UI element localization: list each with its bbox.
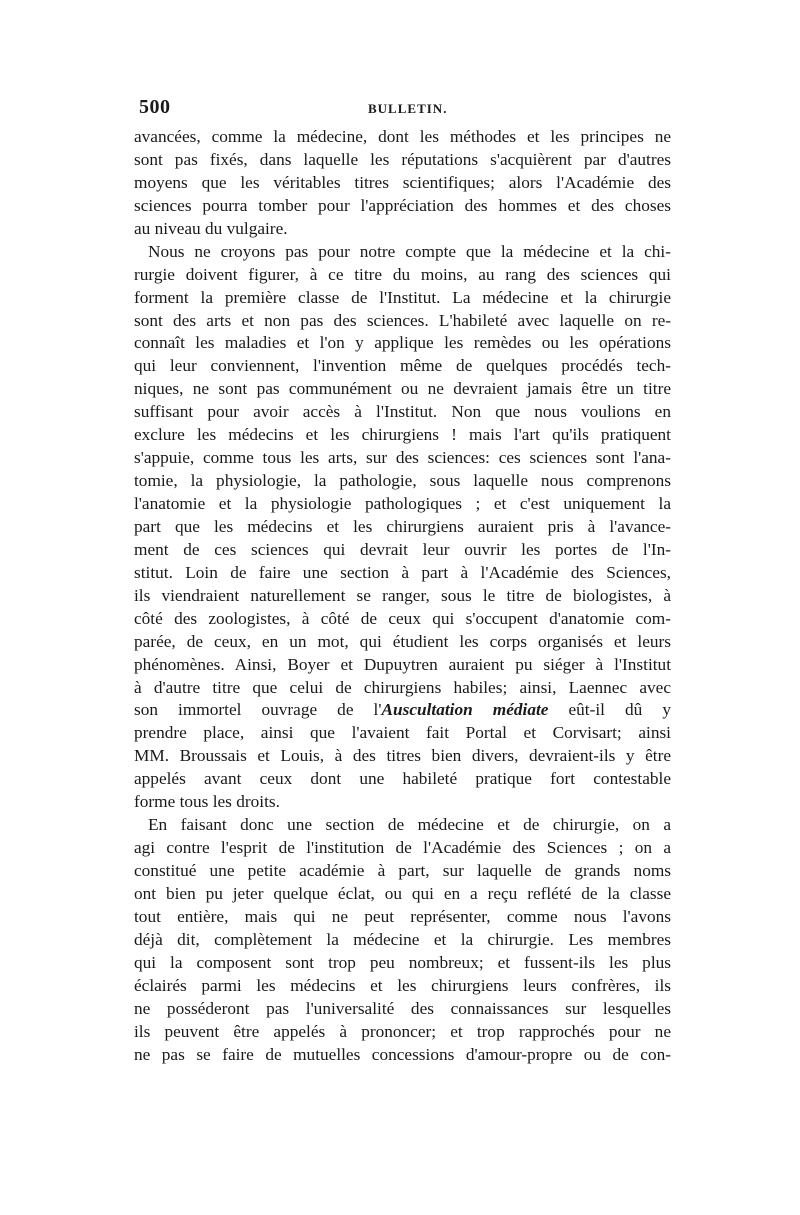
text-line: au niveau du vulgaire. (134, 218, 288, 238)
line-segment: son immortel ouvrage de l' (134, 700, 382, 720)
text-line: l'anatomie et la physiologie pathologiques ; et c'est uniquement la (134, 494, 671, 513)
body-text (134, 126, 671, 1066)
text-line: Nous ne croyons pas pour notre compte que la médecine et la chi- (148, 241, 671, 261)
text-line: appelés avant ceux dont une habileté pratique fort contestable (134, 769, 671, 789)
text-line: prendre place, ainsi que l'avaient fait Portal et Corvisart; ainsi (134, 723, 671, 743)
text-line: déjà dit, complètement la médecine et la chirurgie. Les membres (134, 929, 671, 949)
book-title-italic: Auscultation médiate (381, 700, 549, 720)
text-line: exclure les médecins et les chirurgiens ! mais l'art qu'ils pratiquent (134, 425, 671, 445)
text-line: sciences pourra tomber pour l'appréciation des hommes et des choses (134, 195, 671, 215)
text-line: côté des zoologistes, à côté de ceux qui s'occupent d'anatomie com- (134, 608, 671, 628)
page-header (139, 96, 670, 118)
text-line: forme tous les droits. (134, 792, 280, 812)
text-line (134, 699, 671, 722)
text-line: s'appuie, comme tous les arts, sur des sciences: ces sciences sont l'ana- (134, 448, 671, 468)
text-line: phénomènes. Ainsi, Boyer et Dupuytren auraient pu siéger à l'Institut (134, 654, 671, 674)
text-line: forment la première classe de l'Institut. La médecine et la chirurgie (134, 287, 671, 307)
text-line: MM. Broussais et Louis, à des titres bien divers, devraient-ils y être (134, 746, 671, 766)
text-line: ont bien pu jeter quelque éclat, ou qui en a reçu reflété de la classe (134, 883, 671, 903)
text-line: sont des arts et non pas des sciences. L'habileté avec laquelle on re- (134, 310, 671, 330)
text-line: part que les médecins et les chirurgiens auraient pris à l'avance- (134, 516, 671, 536)
text-line: ne posséderont pas l'universalité des connaissances sur lesquelles (134, 998, 671, 1018)
text-line: niques, ne sont pas communément ou ne devraient jamais être un titre (134, 379, 671, 399)
text-line: En faisant donc une section de médecine et de chirurgie, on a (148, 815, 671, 835)
text-line: stitut. Loin de faire une section à part à l'Académie des Sciences, (134, 562, 671, 582)
running-title: BULLETIN. (368, 101, 448, 116)
text-line: connaît les maladies et l'on y applique les remèdes ou les opérations (134, 333, 671, 353)
text-line: ne pas se faire de mutuelles concessions d'amour-propre ou de con- (134, 1044, 671, 1064)
text-line: avancées, comme la médecine, dont les méthodes et les principes ne (134, 127, 671, 146)
text-line: tout entière, mais qui ne peut représenter, comme nous l'avons (134, 906, 671, 926)
text-line: agi contre l'esprit de l'institution de l'Académie des Sciences ; on a (134, 838, 671, 858)
text-line: sont pas fixés, dans laquelle les réputations s'acquièrent par d'autres (134, 149, 671, 169)
text-line: moyens que les véritables titres scientifiques; alors l'Académie des (134, 172, 671, 192)
text-line: qui la composent sont trop peu nombreux; et fussent-ils les plus (134, 952, 671, 972)
line-segment: eût-il dû y (548, 700, 671, 720)
page-number: 500 (139, 96, 171, 118)
text-line: tomie, la physiologie, la pathologie, sous laquelle nous comprenons (134, 471, 671, 491)
text-line: rurgie doivent figurer, à ce titre du moins, au rang des sciences qui (134, 264, 671, 284)
text-line: ment de ces sciences qui devrait leur ouvrir les portes de l'In- (134, 539, 671, 559)
text-line: à d'autre titre que celui de chirurgiens habiles; ainsi, Laennec avec (134, 677, 671, 697)
text-line: constitué une petite académie à part, sur laquelle de grands noms (134, 861, 671, 880)
text-line: parée, de ceux, en un mot, qui étudient les corps organisés et leurs (134, 631, 671, 651)
text-line: ils viendraient naturellement se ranger, sous le titre de biologistes, à (134, 585, 671, 605)
text-line: ils peuvent être appelés à prononcer; et trop rapprochés pour ne (134, 1021, 671, 1041)
text-line: éclairés parmi les médecins et les chirurgiens leurs confrères, ils (134, 975, 671, 995)
text-line: qui leur conviennent, l'invention même de quelques procédés tech- (134, 356, 671, 376)
text-line: suffisant pour avoir accès à l'Institut. Non que nous voulions en (134, 402, 671, 422)
